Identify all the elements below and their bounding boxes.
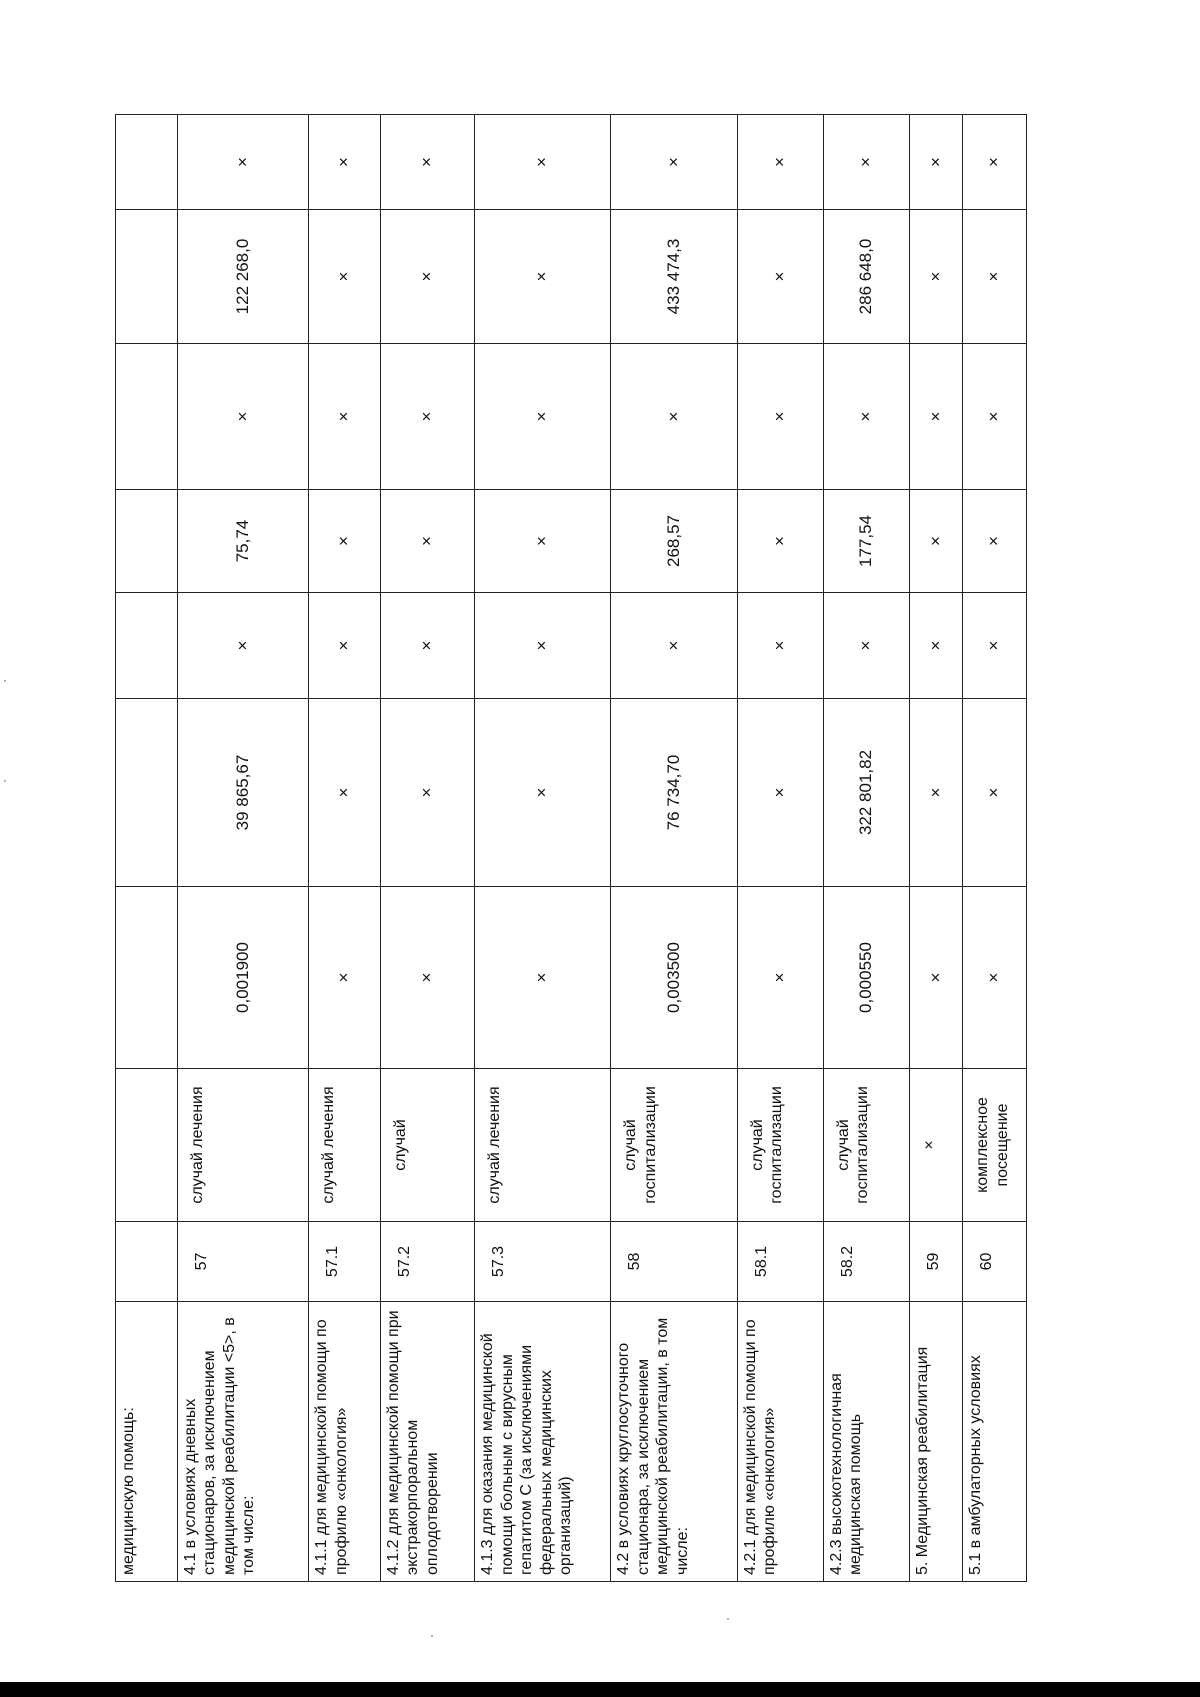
value-cell: ×: [910, 210, 963, 344]
unit-cell: случай лечения: [177, 1069, 309, 1222]
value-cell: [116, 593, 178, 699]
value-cell: 177,54: [823, 490, 909, 593]
value-cell: ×: [737, 490, 823, 593]
value-cell: ×: [177, 115, 309, 210]
table-rotation-wrapper: [115, 115, 1027, 1582]
row-name-cell: 4.2 в условиях круглосуточного стационара, за исключением медицинской реабилитации, в том числе:: [611, 1302, 737, 1582]
value-cell: ×: [475, 490, 611, 593]
row-name-cell: 5. Медицинская реабилитация: [910, 1302, 963, 1582]
table-body: [116, 115, 1027, 1582]
value-cell: 268,57: [611, 490, 737, 593]
value-cell: ×: [177, 344, 309, 490]
row-number-cell: 58.2: [823, 1222, 909, 1302]
value-cell: ×: [309, 490, 380, 593]
scan-dot: [431, 1635, 433, 1637]
value-cell: ×: [737, 593, 823, 699]
table-row: [611, 115, 737, 1582]
row-name-cell: медицинскую помощь:: [116, 1302, 178, 1582]
value-cell: ×: [963, 490, 1027, 593]
value-cell: ×: [963, 699, 1027, 887]
value-cell: ×: [309, 210, 380, 344]
scan-dot: [727, 1618, 729, 1620]
row-name-cell: 4.2.3 высокотехнологичная медицинская помощь: [823, 1302, 909, 1582]
row-number-cell: 60: [963, 1222, 1027, 1302]
value-cell: ×: [910, 490, 963, 593]
value-cell: ×: [611, 593, 737, 699]
table-row: [380, 115, 475, 1582]
value-cell: ×: [910, 699, 963, 887]
row-name-cell: 4.1.3 для оказания медицинской помощи больным с вирусным гепатитом С (за исключениями федеральных медицинских организаций): [475, 1302, 611, 1582]
table-row: [910, 115, 963, 1582]
unit-cell: ×: [910, 1069, 963, 1222]
value-cell: ×: [823, 344, 909, 490]
value-cell: [116, 887, 178, 1069]
value-cell: ×: [475, 344, 611, 490]
row-name-cell: 4.1 в условиях дневных стационаров, за исключением медицинской реабилитации <5>, в том числе:: [177, 1302, 309, 1582]
value-cell: ×: [737, 115, 823, 210]
value-cell: ×: [475, 210, 611, 344]
value-cell: [116, 115, 178, 210]
value-cell: ×: [963, 344, 1027, 490]
value-cell: [116, 210, 178, 344]
value-cell: ×: [177, 593, 309, 699]
value-cell: ×: [737, 210, 823, 344]
value-cell: 0,003500: [611, 887, 737, 1069]
row-number-cell: 57: [177, 1222, 309, 1302]
value-cell: ×: [380, 699, 475, 887]
financing-table: [115, 114, 1027, 1582]
row-number-cell: [116, 1222, 178, 1302]
value-cell: ×: [737, 699, 823, 887]
row-name-cell: 5.1 в амбулаторных условиях: [963, 1302, 1027, 1582]
value-cell: ×: [910, 593, 963, 699]
unit-cell: случай лечения: [309, 1069, 380, 1222]
value-cell: [116, 344, 178, 490]
table-row: [963, 115, 1027, 1582]
value-cell: ×: [963, 593, 1027, 699]
row-number-cell: 58.1: [737, 1222, 823, 1302]
value-cell: 322 801,82: [823, 699, 909, 887]
value-cell: ×: [737, 887, 823, 1069]
value-cell: ×: [309, 887, 380, 1069]
table-row: [475, 115, 611, 1582]
value-cell: 39 865,67: [177, 699, 309, 887]
value-cell: [116, 699, 178, 887]
row-number-cell: 58: [611, 1222, 737, 1302]
row-name-cell: 4.1.2 для медицинской помощи при экстракорпоральном оплодотворении: [380, 1302, 475, 1582]
row-name-cell: 4.2.1 для медицинской помощи по профилю «онкология»: [737, 1302, 823, 1582]
value-cell: ×: [910, 887, 963, 1069]
value-cell: [116, 490, 178, 593]
value-cell: ×: [963, 115, 1027, 210]
row-number-cell: 59: [910, 1222, 963, 1302]
value-cell: ×: [475, 699, 611, 887]
value-cell: ×: [475, 593, 611, 699]
value-cell: ×: [475, 115, 611, 210]
row-name-cell: 4.1.1 для медицинской помощи по профилю «онкология»: [309, 1302, 380, 1582]
row-number-cell: 57.1: [309, 1222, 380, 1302]
value-cell: 122 268,0: [177, 210, 309, 344]
scan-dot: [4, 780, 6, 782]
value-cell: 75,74: [177, 490, 309, 593]
value-cell: ×: [611, 344, 737, 490]
value-cell: ×: [309, 344, 380, 490]
scan-border: [0, 1682, 1200, 1697]
value-cell: ×: [823, 593, 909, 699]
value-cell: ×: [380, 887, 475, 1069]
unit-cell: [116, 1069, 178, 1222]
value-cell: ×: [380, 115, 475, 210]
unit-cell: случай госпитализации: [611, 1069, 737, 1222]
unit-cell: случай: [380, 1069, 475, 1222]
value-cell: ×: [611, 115, 737, 210]
table-row: [116, 115, 178, 1582]
unit-cell: случай госпитализации: [737, 1069, 823, 1222]
value-cell: ×: [737, 344, 823, 490]
value-cell: ×: [309, 699, 380, 887]
table-row: [823, 115, 909, 1582]
value-cell: ×: [309, 115, 380, 210]
scan-dot: [4, 680, 6, 682]
value-cell: ×: [380, 490, 475, 593]
value-cell: 433 474,3: [611, 210, 737, 344]
value-cell: ×: [910, 115, 963, 210]
value-cell: ×: [475, 887, 611, 1069]
table-row: [177, 115, 309, 1582]
unit-cell: комплексное посещение: [963, 1069, 1027, 1222]
value-cell: ×: [380, 344, 475, 490]
value-cell: ×: [823, 115, 909, 210]
value-cell: ×: [309, 593, 380, 699]
value-cell: ×: [380, 593, 475, 699]
row-number-cell: 57.3: [475, 1222, 611, 1302]
value-cell: 0,001900: [177, 887, 309, 1069]
table-row: [737, 115, 823, 1582]
value-cell: ×: [963, 210, 1027, 344]
value-cell: 0,000550: [823, 887, 909, 1069]
value-cell: ×: [910, 344, 963, 490]
value-cell: 286 648,0: [823, 210, 909, 344]
value-cell: ×: [380, 210, 475, 344]
unit-cell: случай госпитализации: [823, 1069, 909, 1222]
value-cell: 76 734,70: [611, 699, 737, 887]
value-cell: ×: [963, 887, 1027, 1069]
table-row: [309, 115, 380, 1582]
unit-cell: случай лечения: [475, 1069, 611, 1222]
row-number-cell: 57.2: [380, 1222, 475, 1302]
